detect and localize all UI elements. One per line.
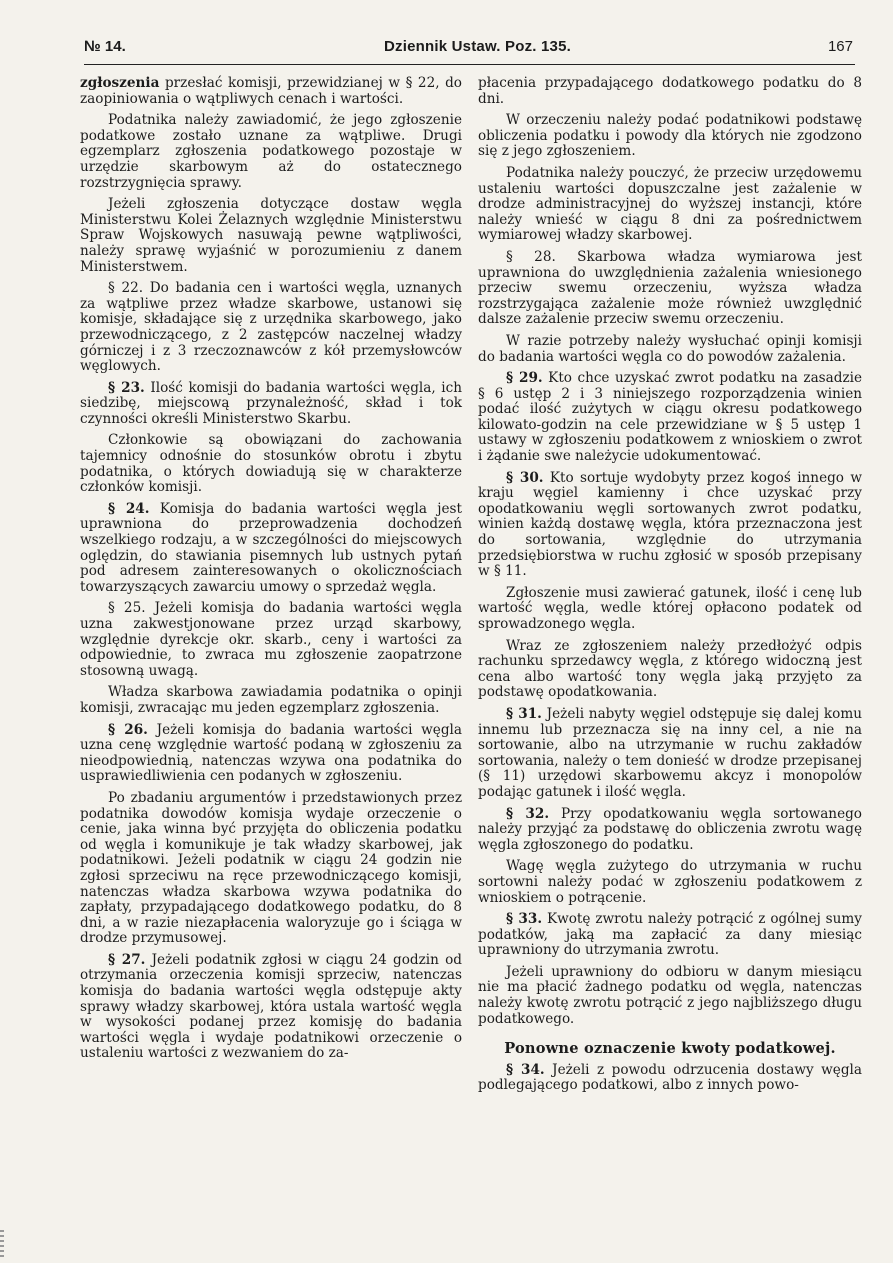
paragraph-text: przesłać komisji, przewidzianej w § 22, do zaopiniowania o wątpliwych cenach i wartości.	[80, 75, 462, 107]
paragraph	[80, 791, 462, 947]
paragraph	[478, 639, 862, 701]
paragraph-text: Zgłoszenie musi zawierać gatunek, ilość i cenę lub wartość węgla, wedle której opłacono podatek od sprowadzonego węgla.	[478, 584, 862, 632]
paragraph	[80, 723, 462, 785]
paragraph-text: Kto sortuje wydobyty przez kogoś innego w kraju węgiel kamienny i chce uzyskać przy opodatkowaniu węgli sortowanych zwrot podatku, winien każdą dostawę węgla, która przeznaczona jest do sortowania, względnie do utrzymania przedsiębiorstwa w ruchu zgłosić w sposób przepisany w § 11.	[478, 469, 862, 580]
paragraph-lead: § 24.	[108, 500, 150, 517]
paragraph-lead: § 33.	[506, 911, 543, 928]
paragraph-lead: § 23.	[108, 379, 145, 396]
paragraph	[478, 334, 862, 365]
paragraph	[478, 166, 862, 244]
paragraph-text: Podatnika należy pouczyć, że przeciw urzędowemu ustaleniu wartości dopuszczalne jest zażalenie w drodze administracyjnej do wyższej instancji, które należy wnieść w ciągu 8 dni za pośrednictwem wymiarowej władzy skarbowej.	[478, 164, 862, 244]
paragraph	[80, 381, 462, 428]
paragraph	[80, 685, 462, 716]
page-header	[84, 34, 853, 64]
final-paragraph	[478, 1063, 862, 1094]
paragraph-text: Jeżeli nabyty węgiel odstępuje się dalej komu innemu lub przeznacza się na inny cel, a nie na sortowanie, albo na utrzymanie w ruchu zakładów sortowania, należy o tem donieść w drodze przepisanej (§ 11) urzędowi skarbowemu akcyz i monopolów podając gatunek i ilość węgla.	[478, 705, 862, 800]
page-number: 167	[827, 38, 853, 55]
paragraph-text: Wraz ze zgłoszeniem należy przedłożyć odpis rachunku sprzedawcy węgla, z którego widoczną jest cena albo wartość tony węgla jaką przyjęto za podstawę opodatkowania.	[478, 637, 862, 701]
left-column	[80, 76, 462, 1068]
issue-number: № 14.	[84, 38, 126, 55]
paragraph-text: § 28. Skarbowa władza wymiarowa jest uprawniona do uwzględnienia zażalenia wniesionego przeciw swemu orzeczeniu, wyższa władza rozstrzygająca zażalenie może również uwzględnić dalsze zażalenie przeciw swemu orzeczeniu.	[478, 248, 862, 328]
paragraph	[80, 76, 462, 107]
paragraph-text: Kto chce uzyskać zwrot podatku na zasadzie § 6 ustęp 2 i 3 niniejszego rozporządzenia winien podać ilość zużytych w ciągu okresu podatkowego kilowato-godzin na cele przewidziane w § 5 ustęp 1 ustawy w zgłoszeniu podatkowem z wnioskiem o zwrot i żądanie swe należycie udokumentować.	[478, 370, 863, 465]
paragraph	[478, 113, 862, 160]
paragraph-lead: § 34.	[506, 1061, 545, 1078]
paragraph	[478, 859, 862, 906]
paragraph-text: § 22. Do badania cen i wartości węgla, uznanych za wątpliwe przez władze skarbowe, ustanowi się komisje, składające się z urzędnika skarbowego, jako przewodniczącego, z 2 zastępców naczelnej władzy górniczej i z 3 rzeczoznawców z kół przemysłowców węglowych.	[80, 280, 462, 375]
paragraph-text: Jeżeli podatnik zgłosi w ciągu 24 godzin od otrzymania orzeczenia komisji sprzeciw, natenczas komisja do badania wartości węgla odstępuje akty sprawy władzy skarbowej, która ustala wartość węgla w wysokości podanej przez komisję do badania wartości węgla i wydaje podatnikowi orzeczenie o ustaleniu wartości z wezwaniem do za-	[80, 951, 462, 1062]
paragraph-text: § 25. Jeżeli komisja do badania wartości węgla uzna zakwestjonowane przez urząd skarbowy, względnie dyrekcje okr. skarb., ceny i wartości za odpowiednie, to zwraca mu zgłoszenie zaopatrzone stosowną uwagą.	[80, 600, 462, 679]
paragraph	[478, 586, 862, 633]
publication-title: Dziennik Ustaw. Poz. 135.	[384, 38, 571, 55]
paragraph-lead: § 30.	[506, 469, 544, 486]
paragraph	[478, 371, 862, 465]
paragraph	[478, 471, 862, 580]
paragraph	[478, 807, 862, 854]
paragraph-text: Podatnika należy zawiadomić, że jego zgłoszenie podatkowe zostało uznane za wątpliwe. Drugi egzemplarz zgłoszenia podatkowego pozostaje w urzędzie skarbowym aż do ostatecznego rozstrzygnięcia sprawy.	[80, 112, 462, 191]
paragraph	[478, 965, 862, 1027]
paragraph	[478, 250, 862, 328]
paragraph-lead: § 29.	[506, 370, 543, 387]
paragraph-lead: zgłoszenia	[80, 75, 160, 91]
paragraph	[80, 433, 462, 495]
paragraph	[80, 502, 462, 596]
paragraph	[478, 707, 862, 801]
paragraph-lead: § 26.	[108, 721, 148, 738]
paragraph-text: Komisja do badania wartości węgla jest uprawniona do przeprowadzenia dochodzeń wszelkiego rodzaju, a w szczególności do miejscowych oględzin, do stawiania pisemnych lub ustnych pytań pod adresem zainteresowanych o okolicznościach towarzyszących zawarciu umowy o sprzedaż węgla.	[80, 500, 462, 595]
paragraph-text: Jeżeli z powodu odrzucenia dostawy węgla podlegającego podatkowi, albo z innych powo-	[478, 1061, 862, 1094]
paragraph-text: Jeżeli uprawniony do odbioru w danym miesiącu nie ma płacić żadnego podatku od węgla, natenczas należy kwotę zwrotu potrącić z jego najbliższego długu podatkowego.	[478, 963, 862, 1027]
paragraph-text: Jeżeli komisja do badania wartości węgla uzna cenę względnie wartość podaną w zgłoszeniu za nieodpowiednią, natenczas wzywa ona podatnika do usprawiedliwienia cen podanych w zgłoszeniu.	[80, 721, 462, 785]
paragraph-text: płacenia przypadającego dodatkowego podatku do 8 dni.	[478, 75, 862, 107]
section-title: Ponowne oznaczenie kwoty podatkowej.	[504, 1040, 836, 1058]
paragraph	[478, 912, 862, 959]
paragraph-lead: § 31.	[506, 705, 542, 722]
paragraph-lead: § 32.	[506, 805, 550, 822]
paragraph-text: Po zbadaniu argumentów i przedstawionych przez podatnika dowodów komisja wydaje orzeczenie o cenie, jaka winna być przyjęta do obliczenia podatku od węgla i komunikuje je tak władzy skarbowej, jak podatnikowi. Jeżeli podatnik w ciągu 24 godzin nie zgłosi sprzeciwu na ręce przewodniczącego komisji, natenczas władza skarbowa wzywa podatnika do zapłaty, przypadającego dodatkowego podatku, do 8 dni, a w razie niezapłacenia waloryzuje go i ściąga w drodze przymusowej.	[80, 789, 462, 947]
header-rule	[84, 64, 855, 65]
right-column	[478, 76, 862, 1100]
paragraph-text: Władza skarbowa zawiadamia podatnika o opinji komisji, zwracając mu jeden egzemplarz zgłoszenia.	[80, 684, 462, 716]
paragraph-text: Kwotę zwrotu należy potrącić z ogólnej sumy podatków, jaką ma zapłacić za dany miesiąc uprawniony do utrzymania zwrotu.	[478, 911, 862, 959]
paragraph-text: W orzeczeniu należy podać podatnikowi podstawę obliczenia podatku i powody dla których nie zgodzono się z jego zgłoszeniem.	[478, 112, 862, 160]
paragraph	[80, 953, 462, 1062]
paragraph-text: Wagę węgla zużytego do utrzymania w ruchu sortowni należy podać w zgłoszeniu podatkowem z wnioskiem o potrącenie.	[478, 858, 862, 906]
paragraph	[80, 197, 462, 275]
paragraph-text: Ilość komisji do badania wartości węgla, ich siedzibę, miejscową przynależność, skład i tok czynności określi Ministerstwo Skarbu.	[80, 379, 462, 427]
paragraph-text: W razie potrzeby należy wysłuchać opinji komisji do badania wartości węgla co do powodów zażalenia.	[478, 332, 862, 365]
paragraph	[478, 76, 862, 107]
paragraph	[80, 281, 462, 375]
paragraph	[80, 601, 462, 679]
paragraph-lead: § 27.	[108, 951, 146, 968]
paragraph-text: Członkowie są obowiązani do zachowania tajemnicy odnośnie do stosunków obrotu i zbytu podatnika, o których dowiadują się w charakterze członków komisji.	[80, 432, 462, 496]
paragraph	[80, 113, 462, 191]
scan-edge-mark	[0, 1230, 4, 1260]
paragraph-text: Przy opodatkowaniu węgla sortowanego należy przyjąć za podstawę do obliczenia zwrotu wagę węgla zgłoszonego do podatku.	[478, 805, 862, 853]
paragraph-text: Jeżeli zgłoszenia dotyczące dostaw węgla Ministerstwu Kolei Żelaznych względnie Ministerstwu Spraw Wojskowych nasuwają pewne wątpliwości, należy sprawę wyjaśnić w porozumieniu z danem Ministerstwem.	[80, 196, 462, 275]
right-paragraphs	[478, 76, 862, 1027]
